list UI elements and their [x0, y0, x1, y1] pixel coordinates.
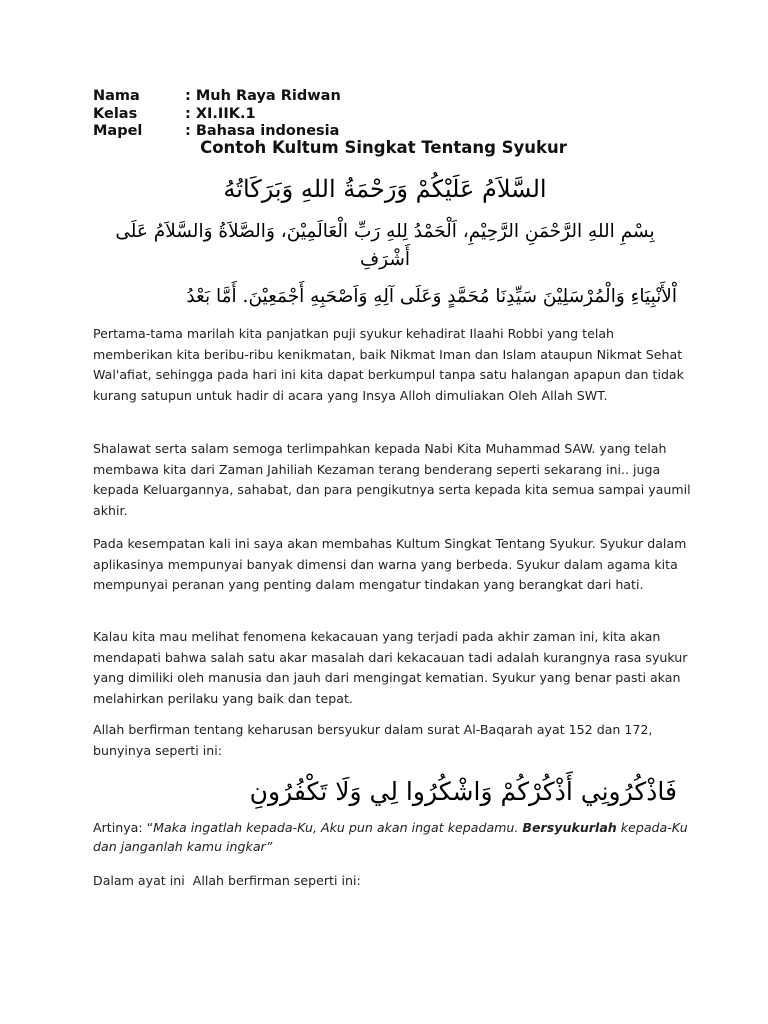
nama-label: Nama — [93, 88, 140, 104]
paragraph-topic: Pada kesempatan kali ini saya akan membahas Kultum Singkat Tentang Syukur. Syukur dalam aplikasinya mempunyai banyak dimensi dan warna yang berbeda. Syukur dalam agama kita mempunyai peranan yang penting dalam mengatur tindakan yang berangkat dari hati. — [93, 536, 687, 592]
paragraph-opening: Pertama-tama marilah kita panjatkan puji syukur kehadirat Ilaahi Robbi yang telah memberikan kita beribu-ribu kenikmatan, baik Nikmat Iman dan Islam ataupun Nikmat Sehat Wal'afiat, sehingga pada hari ini kita dapat berkumpul tanpa satu halangan apapun dan tidak kurang satupun untuk hadir di acara yang Insya Alloh dimuliakan Oleh Allah SWT. — [93, 326, 684, 403]
paragraph-artinya — [93, 818, 693, 856]
paragraph-fenomena: Kalau kita mau melihat fenomena kekacauan yang terjadi pada akhir zaman ini, kita akan mendapati bahwa salah satu akar masalah dari kekacauan tadi adalah kurangnya rasa syukur yang dimiliki oleh manusia dan jauh dari mengingat kematian. Syukur yang benar pasti akan melahirkan perilaku yang baik dan tepat. — [93, 629, 688, 706]
kelas-label: Kelas — [93, 106, 138, 122]
artinya-prefix: Artinya: “ — [93, 820, 154, 835]
arabic-bismillah: بِسْمِ اللهِ الرَّحْمَنِ الرَّحِيْمِ، اَلْحَمْدُ لِلهِ رَبِّ الْعَالَمِيْنَ، وَالصَّلاَةُ وَالسَّلاَمُ عَلَى أَشْرَفِ — [115, 221, 655, 270]
paragraph-ayat-intro: Dalam ayat ini Allah berfirman seperti ini: — [93, 873, 361, 888]
page-title — [0, 138, 768, 157]
artinya-part1: Maka ingatlah kepada-Ku, Aku pun akan ingat kepadamu. — [153, 820, 523, 835]
nama-value: : Muh Raya Ridwan — [185, 88, 341, 104]
artinya-bold: Bersyukurlah — [522, 820, 617, 835]
mapel-value: : Bahasa indonesia — [185, 123, 340, 139]
kelas-value: : XI.IIK.1 — [185, 106, 256, 122]
header-nama-row — [93, 87, 341, 105]
header-kelas-row — [93, 105, 256, 123]
artinya-part2: kepada-Ku dan janganlah kamu ingkar” — [93, 820, 688, 854]
arabic-salam: السَّلاَمُ عَلَيْكُمْ وَرَحْمَةُ اللهِ وَبَرَكَاتُهُ — [223, 175, 547, 203]
paragraph-shalawat: Shalawat serta salam semoga terlimpahkan kepada Nabi Kita Muhammad SAW. yang telah membawa kita dari Zaman Jahiliah Kezaman terang benderang seperti sekarang ini.. juga kepada Keluargannya, sahabat, dan para pengikutnya serta kepada kita semua sampai yaumil akhir. — [93, 441, 691, 518]
mapel-label: Mapel — [93, 123, 143, 139]
page-title-text: Contoh Kultum Singkat Tentang Syukur — [200, 138, 567, 157]
paragraph-firman: Allah berfirman tentang keharusan bersyukur dalam surat Al-Baqarah ayat 152 dan 172, bunyinya seperti ini: — [93, 722, 653, 758]
arabic-ayat: فَاذْكُرُونِي أَذْكُرْكُمْ وَاشْكُرُوا لِي وَلَا تَكْفُرُونِ — [249, 777, 677, 806]
arabic-anbiya: اْلأَنْبِيَاءِ وَالْمُرْسَلِيْنَ سَيِّدِنَا مُحَمَّدٍ وَعَلَى آلِهِ وَاَصْحَبِهِ أَجْمَعِيْنَ. أَمَّا بَعْدُ — [186, 286, 677, 307]
